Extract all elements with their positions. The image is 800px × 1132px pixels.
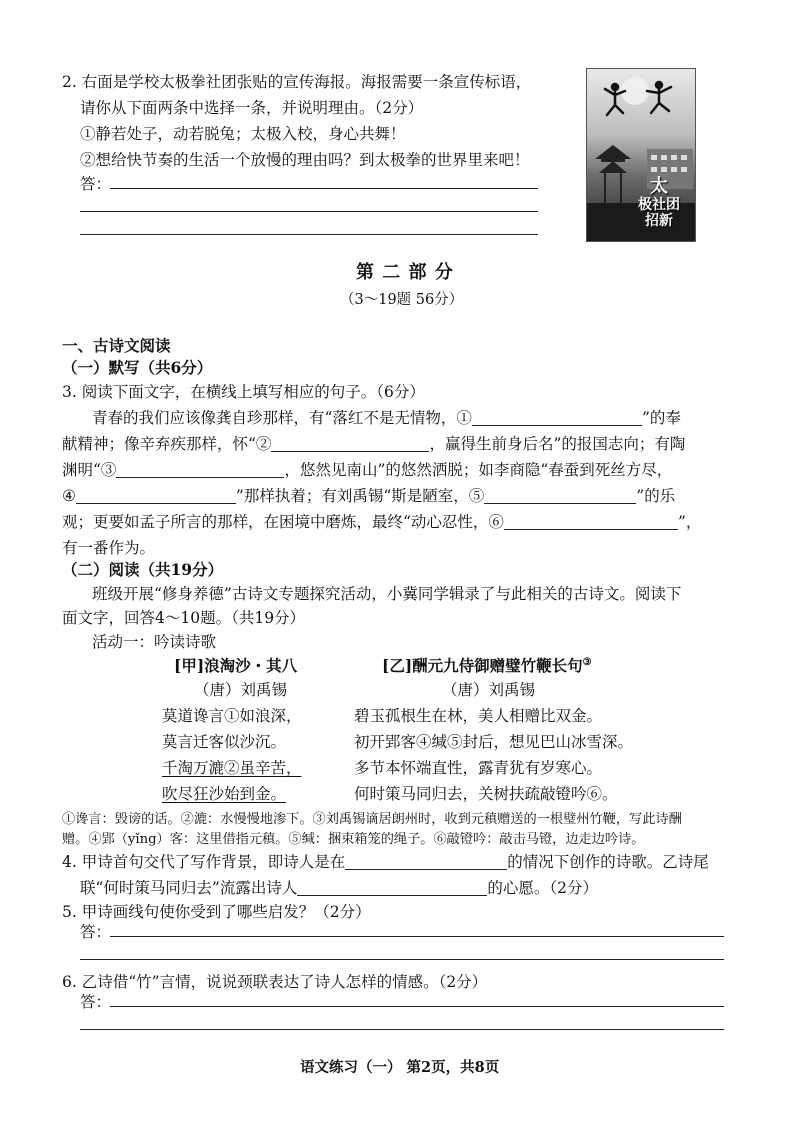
- q3-blank-3[interactable]: [116, 461, 284, 478]
- q3-blank-5[interactable]: [484, 487, 636, 504]
- q4-blank-2[interactable]: [297, 879, 487, 896]
- q3-line3-text-a: 渊明“③: [62, 461, 117, 479]
- q2-answer-line-1[interactable]: [110, 188, 538, 189]
- q2-line1: 2. 右面是学校太极拳社团张贴的宣传海报。海报需要一条宣传标语，: [62, 73, 532, 91]
- q3-line5-text-b: ”，: [677, 513, 702, 531]
- q3-blank-4[interactable]: [76, 487, 236, 504]
- intro-line2: 面文字，回答4～10题。（共19分）: [62, 609, 306, 627]
- poster-title-top: 太: [650, 176, 668, 197]
- q3-stem: 3. 阅读下面文字，在横线上填写相应的句子。（6分）: [62, 383, 425, 401]
- q3-line1: [92, 406, 681, 428]
- poem-a-author: （唐）刘禹锡: [194, 681, 288, 699]
- intro-line1: 班级开展“修身养德”古诗文专题探究活动，小冀同学辑录了与此相关的古诗文。阅读下: [92, 585, 682, 603]
- q3-line5: [62, 510, 701, 532]
- q5-answer-line-1[interactable]: [110, 936, 724, 937]
- q2-line2: 请你从下面两条中选择一条，并说明理由。（2分）: [80, 99, 424, 117]
- poem-a-line-3-underlined: 千淘万漉②虽辛苦，: [162, 759, 302, 777]
- sub1-title: （一）默写（共6分）: [62, 358, 213, 377]
- q3-line1-text-a: 青春的我们应该像龚自珍那样，有“落红不是无情物，①: [92, 409, 472, 427]
- q3-blank-2[interactable]: [271, 435, 429, 452]
- q3-blank-1[interactable]: [472, 409, 642, 426]
- q2-answer-line-2[interactable]: [80, 211, 538, 212]
- part2-title: 第 二 部 分: [356, 262, 454, 283]
- q4-line1-text-b: 的情况下创作的诗歌。乙诗尾: [507, 853, 709, 871]
- q6-answer-label: 答：: [80, 993, 112, 1011]
- poem-a-line-4-underlined: 吹尽狂沙始到金。: [162, 785, 287, 803]
- q3-line6: 有一番作为。: [62, 539, 156, 557]
- q5-answer-line-2[interactable]: [80, 959, 724, 960]
- poster-title-mid: 极社团: [638, 197, 680, 213]
- poem-b-line-1: 碧玉孤根生在林，美人相赠比双金。: [354, 707, 603, 725]
- poem-b-title: [382, 654, 592, 676]
- q3-line4-text-b: ”那样执着；有刘禹锡“斯是陋室，⑤: [235, 487, 485, 505]
- poster-title-bottom: 招新: [645, 213, 673, 229]
- q2-option-2: ②想给快节奏的生活一个放慢的理由吗？到太极拳的世界里来吧！: [80, 151, 530, 169]
- q3-line2: [62, 432, 685, 454]
- section1-title: 一、古诗文阅读: [62, 336, 171, 355]
- q4-line2-text-a: 联“何时策马同归去”流露出诗人: [80, 879, 298, 897]
- q3-line2-text-a: 献精神；像辛弃疾那样，怀“②: [62, 435, 272, 453]
- notes-line1: ①谗言：毁谤的话。②漉：水慢慢地渗下。③刘禹锡谪居朗州时，收到元稹赠送的一根璧州竹鞭，写此诗酬: [62, 812, 682, 827]
- poem-b-title-text: [乙]酬元九侍御赠璧竹鞭长句: [382, 656, 583, 675]
- poem-b-title-note: ③: [582, 656, 592, 668]
- poem-a-line-1: 莫道谗言①如浪深，: [162, 707, 302, 725]
- q6-stem: 6. 乙诗借“竹”言情，说说颈联表达了诗人怎样的情感。（2分）: [62, 973, 488, 991]
- q5-stem: 5. 甲诗画线句使你受到了哪些启发？（2分）: [62, 903, 371, 921]
- taiji-club-poster-image: [586, 68, 696, 242]
- q4-line1: [62, 850, 709, 872]
- q3-line3-text-b: ，悠然见南山”的悠然洒脱；如李商隐“春蚕到死丝方尽，: [284, 461, 673, 479]
- poster-slogan: [629, 177, 689, 229]
- part2-subtitle: （3～19题 56分）: [340, 292, 464, 308]
- q4-line2: [80, 876, 598, 898]
- q2-answer-line-3[interactable]: [80, 234, 538, 235]
- poem-a-title: [甲]浪淘沙・其八: [174, 656, 298, 675]
- q2-option-1: ①静若处子，动若脱兔；太极入校，身心共舞！: [80, 125, 406, 143]
- q4-line1-text-a: 4. 甲诗首句交代了写作背景，即诗人是在: [62, 853, 346, 871]
- q3-line4: [62, 484, 675, 506]
- poem-b-line-3: 多节本怀端直性，露青犹有岁寒心。: [354, 759, 603, 777]
- poem-a-line-2: 莫言迁客似沙沉。: [162, 733, 287, 751]
- q2-answer-label: 答：: [80, 175, 112, 193]
- q6-answer-line-2[interactable]: [80, 1029, 724, 1030]
- page-footer: 语文练习（一） 第2页，共8页: [300, 1059, 500, 1076]
- poem-b-line-4: 何时策马同归去，关树扶疏敲镫吟⑥。: [354, 785, 618, 803]
- q3-blank-6[interactable]: [504, 513, 678, 530]
- activity-title: 活动一：吟读诗歌: [92, 633, 217, 651]
- notes-line2: 赠。④郢（yǐng）客：这里借指元稹。⑤缄：捆束箱笼的绳子。⑥敲镫吟：敲击马镫，边走边吟诗。: [62, 832, 645, 847]
- q4-line2-text-b: 的心愿。（2分）: [487, 879, 598, 897]
- poem-b-author: （唐）刘禹锡: [442, 681, 536, 699]
- q3-line3: [62, 458, 672, 480]
- q5-answer-label: 答：: [80, 923, 112, 941]
- q6-answer-line-1[interactable]: [110, 1006, 724, 1007]
- q3-line1-text-b: ”的奉: [641, 409, 681, 427]
- q3-line4-text-a: ④: [62, 487, 76, 505]
- q3-line2-text-b: ，赢得生前身后名”的报国志向；有陶: [429, 435, 686, 453]
- poem-b-line-2: 初开郢客④缄⑤封后，想见巴山冰雪深。: [354, 733, 634, 751]
- q3-line5-text-a: 观；更要如孟子所言的那样，在困境中磨炼，最终“动心忍性，⑥: [62, 513, 504, 531]
- q3-line4-text-c: ”的乐: [636, 487, 676, 505]
- sub2-title: （二）阅读（共19分）: [62, 560, 224, 579]
- q4-blank-1[interactable]: [345, 853, 507, 870]
